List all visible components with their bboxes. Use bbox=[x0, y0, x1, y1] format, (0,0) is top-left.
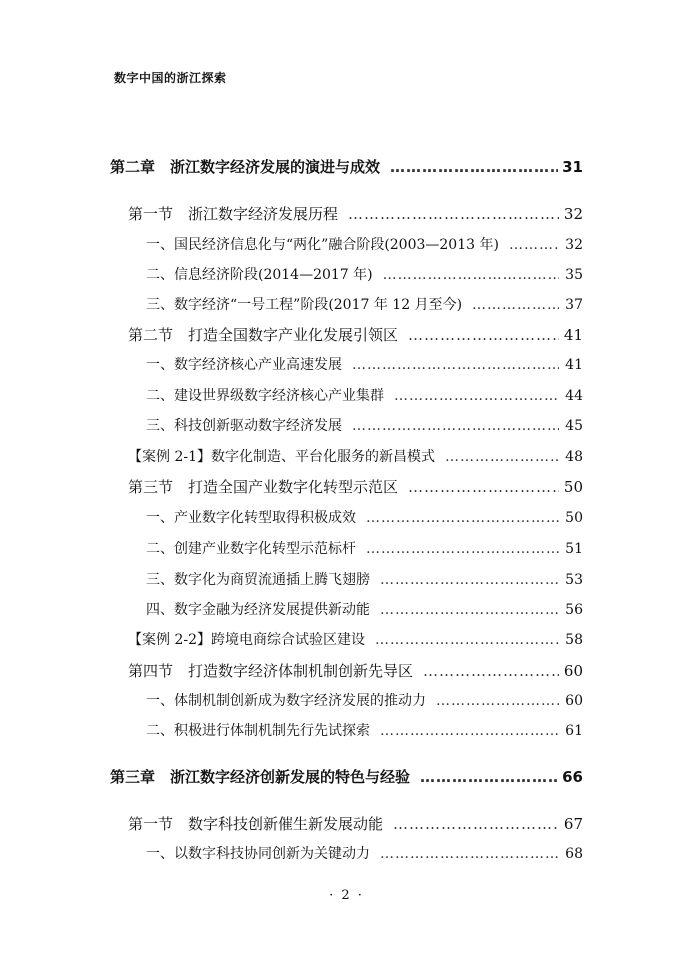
toc-case bbox=[128, 446, 583, 466]
toc-entry-title: 三、数字化为商贸流通插上腾飞翅膀 bbox=[146, 572, 370, 588]
toc-item bbox=[146, 507, 583, 527]
toc-entry-title: 二、信息经济阶段(2014—2017 年) bbox=[146, 267, 373, 283]
toc-page-number: 44 bbox=[565, 388, 583, 404]
toc-item bbox=[146, 690, 583, 710]
toc-page-number: 56 bbox=[565, 602, 583, 618]
dot-leader bbox=[348, 205, 559, 223]
toc-entry-title: 第二章 浙江数字经济发展的演进与成效 bbox=[110, 158, 381, 176]
toc-page-number: 60 bbox=[565, 693, 583, 709]
toc-entry-title: 三、科技创新驱动数字经济发展 bbox=[146, 418, 342, 434]
toc-page-number: 41 bbox=[563, 326, 583, 344]
toc-item bbox=[146, 294, 583, 314]
toc-entry-title: 二、建设世界级数字经济核心产业集群 bbox=[146, 388, 384, 404]
dot-leader bbox=[366, 541, 559, 557]
toc-section bbox=[128, 476, 583, 497]
toc-entry-title: 二、积极进行体制机制先行先试探索 bbox=[146, 723, 370, 739]
toc-page-number: 66 bbox=[562, 768, 583, 786]
page-number: · 2 · bbox=[329, 888, 364, 903]
toc-entry-title: 四、数字金融为经济发展提供新动能 bbox=[146, 602, 370, 618]
toc-entry-title: 第三节 打造全国产业数字化转型示范区 bbox=[128, 478, 399, 496]
dot-leader bbox=[352, 357, 559, 373]
toc-page-number: 50 bbox=[563, 478, 583, 496]
toc-entry-title: 一、体制机制创新成为数字经济发展的推动力 bbox=[146, 693, 426, 709]
dot-leader bbox=[420, 768, 558, 786]
toc-page-number: 32 bbox=[563, 205, 583, 223]
toc-entry-title: 一、数字经济核心产业高速发展 bbox=[146, 357, 342, 373]
dot-leader bbox=[509, 237, 559, 253]
toc-page-number: 41 bbox=[565, 357, 583, 373]
dot-leader bbox=[394, 388, 559, 404]
dot-leader bbox=[408, 326, 559, 344]
toc-section bbox=[128, 203, 583, 224]
toc-entry-title: 三、数字经济“一号工程”阶段(2017 年 12 月至今) bbox=[146, 297, 463, 313]
toc-item bbox=[146, 599, 583, 619]
dot-leader bbox=[375, 632, 559, 648]
dot-leader bbox=[445, 449, 559, 465]
toc-chapter bbox=[110, 766, 583, 787]
toc-page-number: 48 bbox=[565, 449, 583, 465]
dot-leader bbox=[366, 510, 559, 526]
toc-entry-title: 二、创建产业数字化转型示范标杆 bbox=[146, 541, 356, 557]
toc-page-number: 31 bbox=[562, 158, 583, 176]
toc-section bbox=[128, 660, 583, 681]
toc-item bbox=[146, 354, 583, 374]
dot-leader bbox=[393, 815, 559, 833]
dot-leader bbox=[423, 662, 559, 680]
toc-page-number: 60 bbox=[563, 662, 583, 680]
dot-leader bbox=[408, 478, 559, 496]
toc-entry-title: 第二节 打造全国数字产业化发展引领区 bbox=[128, 326, 399, 344]
dot-leader bbox=[472, 297, 559, 313]
toc-item bbox=[146, 720, 583, 740]
toc-entry-title: 【案例 2-2】跨境电商综合试验区建设 bbox=[128, 632, 365, 648]
toc-item bbox=[146, 234, 583, 254]
toc-page-number: 37 bbox=[565, 297, 583, 313]
running-header: 数字中国的浙江探索 bbox=[114, 71, 227, 85]
toc-section bbox=[128, 813, 583, 834]
toc-item bbox=[146, 569, 583, 589]
toc-entry-title: 第一节 数字科技创新催生新发展动能 bbox=[128, 815, 384, 833]
toc-page-number: 32 bbox=[565, 237, 583, 253]
toc-entry-title: 一、产业数字化转型取得积极成效 bbox=[146, 510, 356, 526]
toc-chapter bbox=[110, 156, 583, 177]
toc-entry-title: 第三章 浙江数字经济创新发展的特色与经验 bbox=[110, 768, 411, 786]
dot-leader bbox=[380, 723, 559, 739]
dot-leader bbox=[390, 158, 558, 176]
dot-leader bbox=[436, 693, 559, 709]
toc-entry-title: 【案例 2-1】数字化制造、平台化服务的新昌模式 bbox=[128, 449, 435, 465]
toc-page-number: 61 bbox=[565, 723, 583, 739]
toc-item bbox=[146, 264, 583, 284]
toc-item bbox=[146, 843, 583, 863]
dot-leader bbox=[383, 267, 559, 283]
toc-entry-title: 第一节 浙江数字经济发展历程 bbox=[128, 205, 339, 223]
dot-leader bbox=[352, 418, 559, 434]
toc-page-number: 35 bbox=[565, 267, 583, 283]
toc-entry-title: 第四节 打造数字经济体制机制创新先导区 bbox=[128, 662, 414, 680]
dot-leader bbox=[380, 602, 559, 618]
toc-page-number: 67 bbox=[563, 815, 583, 833]
toc-page-number: 68 bbox=[565, 846, 583, 862]
toc-page-number: 53 bbox=[565, 572, 583, 588]
toc-page-number: 50 bbox=[565, 510, 583, 526]
toc-page-number: 58 bbox=[565, 632, 583, 648]
toc-page-number: 51 bbox=[565, 541, 583, 557]
toc-item bbox=[146, 415, 583, 435]
toc-case bbox=[128, 629, 583, 649]
toc-page-number: 45 bbox=[565, 418, 583, 434]
dot-leader bbox=[380, 846, 559, 862]
toc-item bbox=[146, 538, 583, 558]
toc-entry-title: 一、国民经济信息化与“两化”融合阶段(2003—2013 年) bbox=[146, 237, 499, 253]
toc-entry-title: 一、以数字科技协同创新为关键动力 bbox=[146, 846, 370, 862]
toc-section bbox=[128, 324, 583, 345]
dot-leader bbox=[380, 572, 559, 588]
toc-item bbox=[146, 385, 583, 405]
